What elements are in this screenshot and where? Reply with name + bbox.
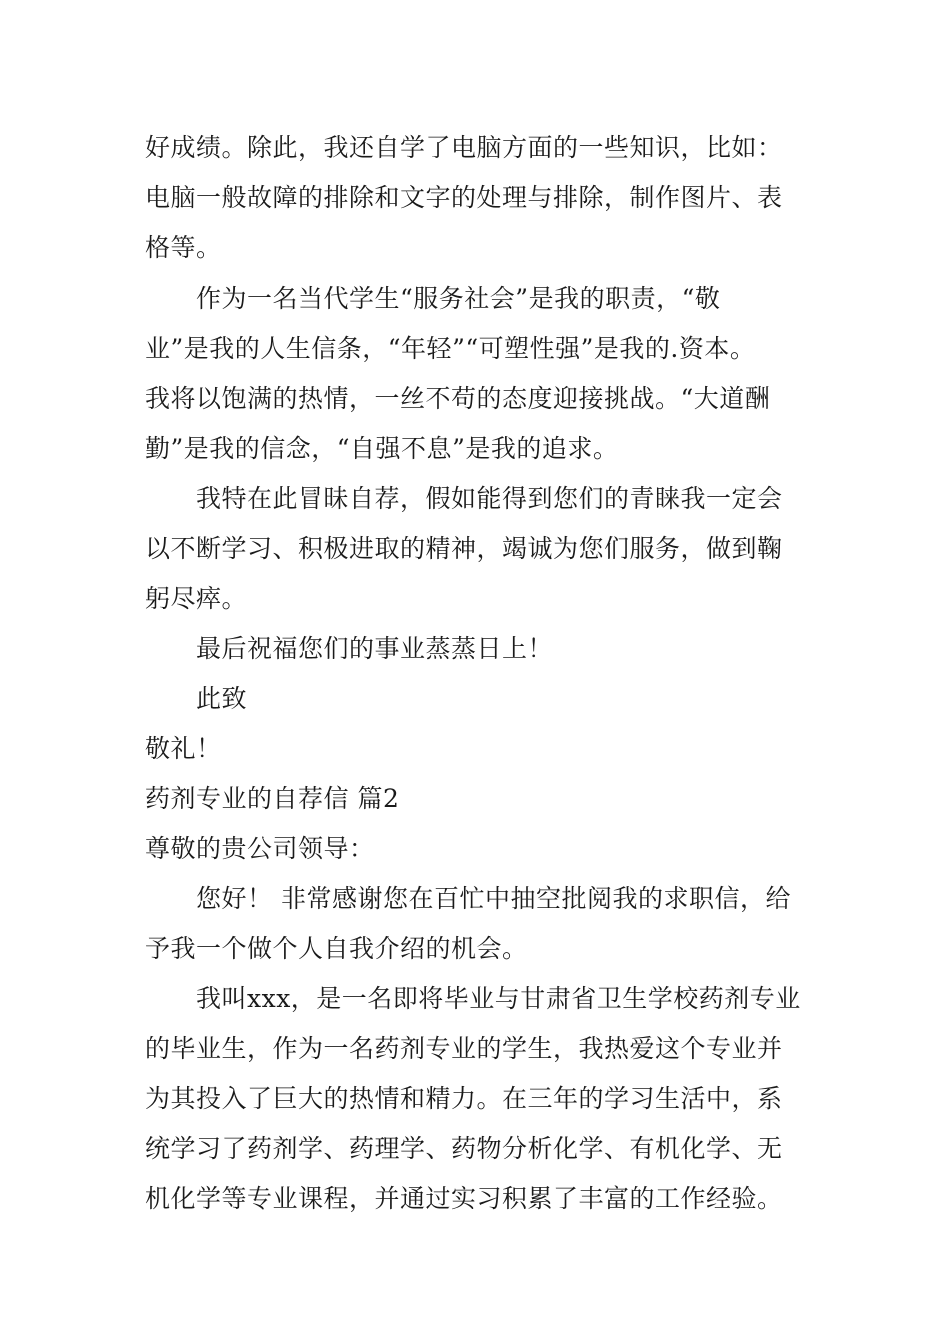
text-line: 机化学等专业课程，并通过实习积累了丰富的工作经验。 <box>145 1184 783 1213</box>
salutation-regards: 敬礼！ <box>145 734 222 763</box>
text-line: 的毕业生，作为一名药剂专业的学生，我热爱这个专业并 <box>145 1034 783 1063</box>
text-line: 格等。 <box>145 233 222 262</box>
paragraph-first-line: 您好！ 非常感谢您在百忙中抽空批阅我的求职信，给 <box>196 884 791 913</box>
closing-wish: 最后祝福您们的事业蒸蒸日上！ <box>196 634 554 663</box>
text-line: 统学习了药剂学、药理学、药物分析化学、有机化学、无 <box>145 1134 783 1163</box>
paragraph-first-line: 作为一名当代学生“服务社会”是我的职责，“敬 <box>196 284 721 313</box>
salutation-closing: 此致 <box>196 684 248 713</box>
text-line: 勤”是我的信念，“自强不息”是我的追求。 <box>145 434 619 463</box>
text-line: 为其投入了巨大的热情和精力。在三年的学习生活中，系 <box>145 1084 783 1113</box>
text-line: 予我一个做个人自我介绍的机会。 <box>145 934 528 963</box>
text-line: 躬尽瘁。 <box>145 584 248 613</box>
paragraph-first-line: 我特在此冒昧自荐，假如能得到您们的青睐我一定会 <box>196 484 783 513</box>
letter-greeting: 尊敬的贵公司领导： <box>145 834 375 863</box>
text-line: 好成绩。除此，我还自学了电脑方面的一些知识，比如： <box>145 133 783 162</box>
text-line: 以不断学习、积极进取的精神，竭诚为您们服务，做到鞠 <box>145 534 783 563</box>
text-line: 业”是我的人生信条，“年轻”“可塑性强”是我的.资本。 <box>145 334 756 363</box>
paragraph-first-line: 我叫xxx，是一名即将毕业与甘肃省卫生学校药剂专业 <box>196 984 801 1013</box>
text-line: 我将以饱满的热情，一丝不苟的态度迎接挑战。“大道酬 <box>145 384 771 413</box>
text-line: 电脑一般故障的排除和文字的处理与排除，制作图片、表 <box>145 183 783 212</box>
section-title: 药剂专业的自荐信 篇2 <box>145 784 400 813</box>
